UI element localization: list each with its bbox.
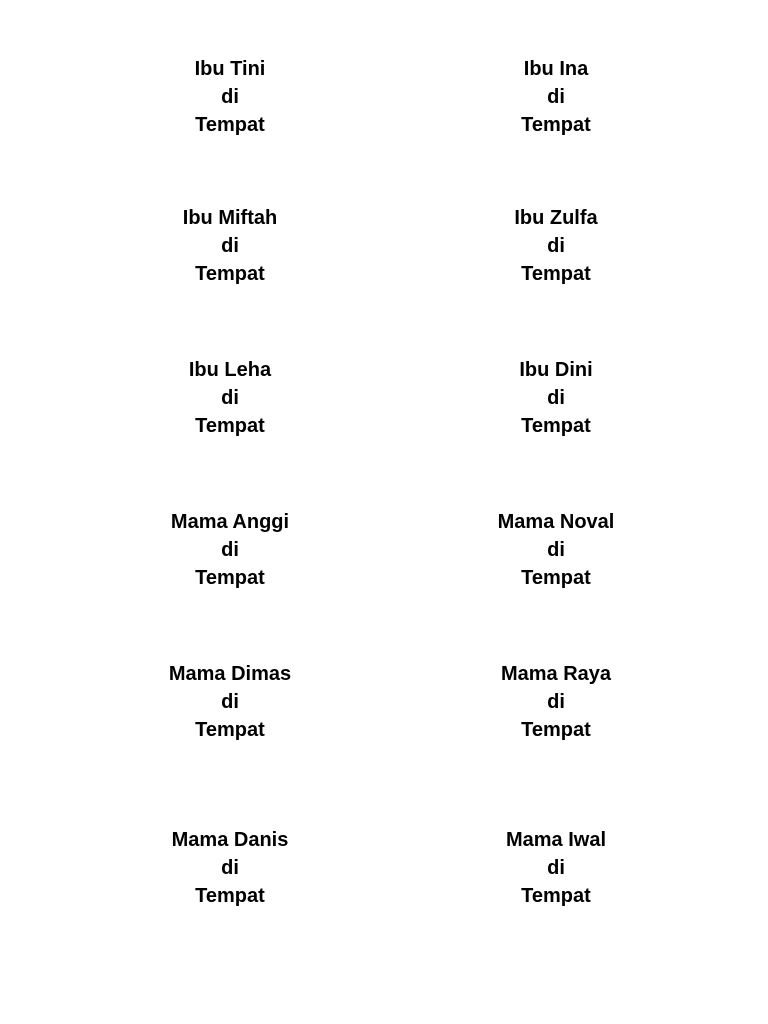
address-label: [120, 204, 340, 288]
recipient-name: Ibu Miftah: [182, 207, 278, 229]
recipient-preposition: di: [547, 857, 565, 879]
recipient-name: Ibu Leha: [188, 359, 272, 381]
recipient-place: Tempat: [195, 885, 265, 907]
recipient-name: Ibu Tini: [194, 58, 266, 80]
address-label: [120, 660, 340, 744]
recipient-place: Tempat: [195, 567, 265, 589]
address-label: [446, 356, 666, 440]
recipient-place: Tempat: [521, 263, 591, 285]
address-label: [120, 356, 340, 440]
recipient-preposition: di: [221, 86, 239, 108]
address-label: [446, 55, 666, 139]
recipient-preposition: di: [547, 691, 565, 713]
address-label: [446, 204, 666, 288]
recipient-name: Mama Raya: [500, 663, 612, 685]
address-label: [120, 55, 340, 139]
address-label: [446, 508, 666, 592]
recipient-name: Mama Danis: [171, 829, 289, 851]
recipient-preposition: di: [547, 235, 565, 257]
address-label: [120, 508, 340, 592]
recipient-preposition: di: [547, 86, 565, 108]
recipient-preposition: di: [221, 539, 239, 561]
recipient-name: Ibu Dini: [519, 359, 593, 381]
recipient-preposition: di: [221, 691, 239, 713]
recipient-name: Ibu Zulfa: [514, 207, 598, 229]
recipient-place: Tempat: [521, 719, 591, 741]
address-label: [446, 826, 666, 910]
recipient-name: Mama Dimas: [168, 663, 292, 685]
recipient-place: Tempat: [521, 885, 591, 907]
recipient-place: Tempat: [521, 567, 591, 589]
recipient-place: Tempat: [195, 415, 265, 437]
recipient-name: Mama Anggi: [170, 511, 290, 533]
recipient-place: Tempat: [521, 415, 591, 437]
address-label: [120, 826, 340, 910]
recipient-name: Mama Iwal: [505, 829, 607, 851]
recipient-place: Tempat: [195, 263, 265, 285]
recipient-preposition: di: [221, 857, 239, 879]
recipient-name: Mama Noval: [497, 511, 615, 533]
recipient-preposition: di: [547, 539, 565, 561]
recipient-place: Tempat: [195, 114, 265, 136]
recipient-place: Tempat: [195, 719, 265, 741]
recipient-preposition: di: [221, 235, 239, 257]
recipient-preposition: di: [221, 387, 239, 409]
address-label: [446, 660, 666, 744]
recipient-preposition: di: [547, 387, 565, 409]
recipient-name: Ibu Ina: [523, 58, 589, 80]
recipient-place: Tempat: [521, 114, 591, 136]
